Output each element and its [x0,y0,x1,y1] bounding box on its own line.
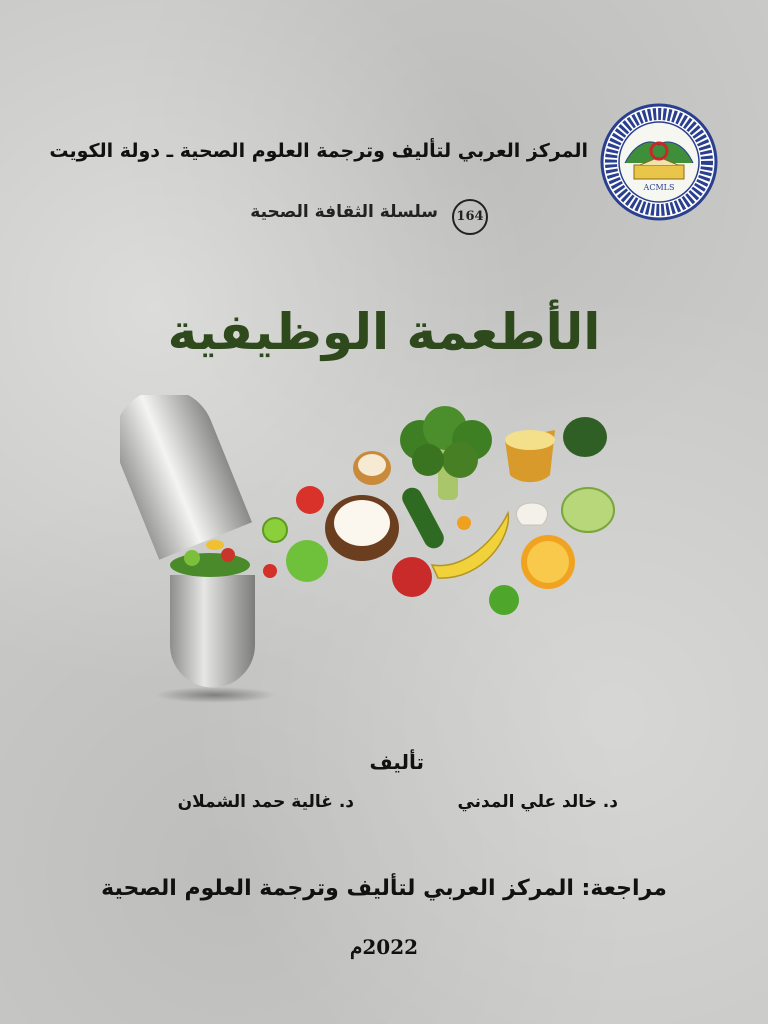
lettuce [562,488,614,532]
publication-year: 2022م [349,935,419,959]
reviewer-line: مراجعة: المركز العربي لتأليف وترجمة العلوم الصحية [101,876,667,901]
broccoli [400,406,492,500]
capsule-bottom [170,575,255,688]
orange-half [521,535,575,589]
svg-text:ACMLS: ACMLS [643,183,675,192]
lime [489,585,519,615]
small-fruit [457,516,471,530]
coconut-half [325,495,399,561]
series-label: سلسلة الثقافة الصحية [250,202,438,222]
series-number-badge: 164 [452,199,488,235]
cherry-tomato [263,564,277,578]
author-name-2: د. غالية حمد الشملان [177,792,354,812]
author-name-1: د. خالد علي المدني [457,792,618,812]
tomato-1 [296,486,324,514]
avocado [563,417,607,457]
garlic [517,503,548,525]
capsule-shadow [155,687,275,703]
red-apple [392,557,432,597]
capsule-fruits-illustration [120,395,640,715]
acmls-logo [600,103,718,221]
authored-label: تأليف [369,750,424,774]
book-title: الأطعمة الوظيفية [167,303,601,361]
publisher-name: المركز العربي لتأليف وترجمة العلوم الصحية ـ دولة الكويت [49,140,588,162]
lime-slice [263,518,287,542]
onion-half [353,451,391,485]
capsule-top [120,395,252,560]
apple-green [286,540,328,582]
pineapple-half [505,430,555,482]
